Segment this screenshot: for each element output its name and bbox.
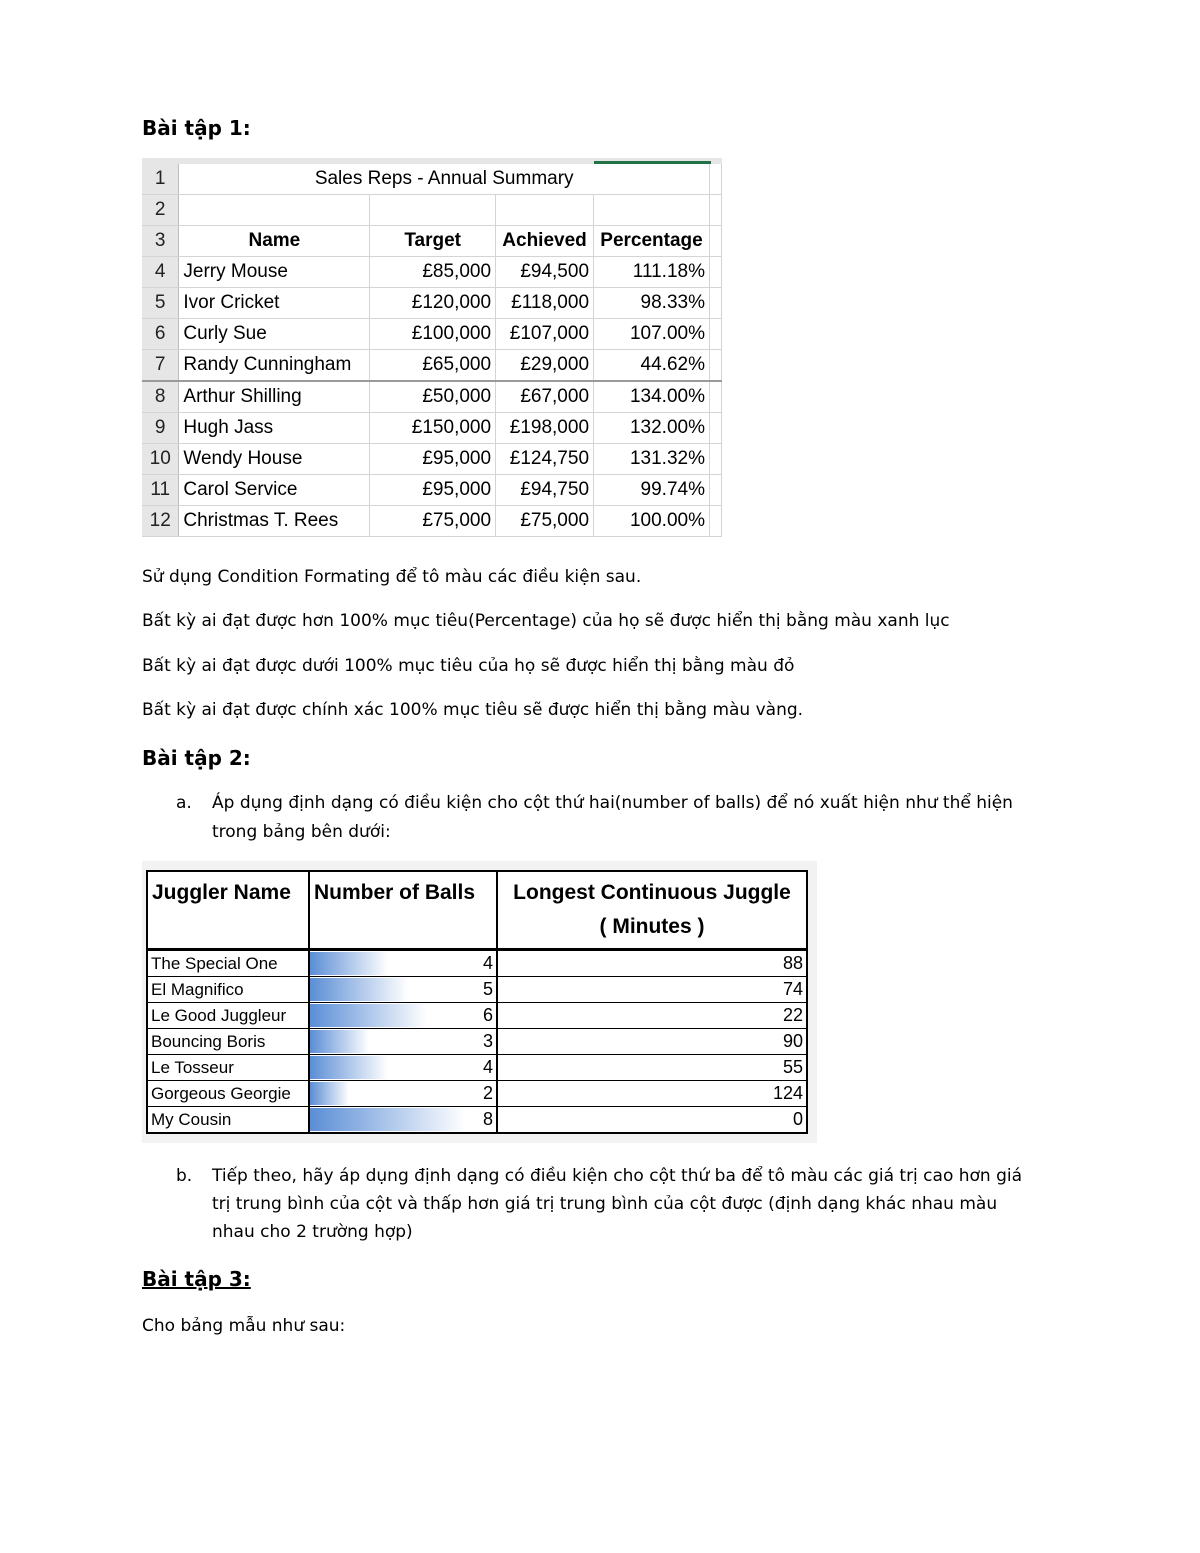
cell-juggler-name: My Cousin xyxy=(147,1107,309,1134)
cell-name: Hugh Jass xyxy=(179,413,370,444)
juggler-row xyxy=(147,950,807,977)
cell-target: £150,000 xyxy=(370,413,496,444)
sheet-data-row xyxy=(142,257,722,288)
empty-cell xyxy=(709,288,721,319)
cell-name: Randy Cunningham xyxy=(179,350,370,382)
header-achieved: Achieved xyxy=(496,226,594,257)
cell-target: £85,000 xyxy=(370,257,496,288)
ex1-rule-green: Bất kỳ ai đạt được hơn 100% mục tiêu(Percentage) của họ sẽ được hiển thị bằng màu xanh lục xyxy=(142,611,950,631)
balls-value: 4 xyxy=(482,1057,493,1077)
ex1-instruction: Sử dụng Condition Formating để tô màu các điều kiện sau. xyxy=(142,567,642,587)
cell-percentage: 111.18% xyxy=(594,257,710,288)
empty-cell xyxy=(594,195,710,226)
empty-cell xyxy=(709,350,721,382)
cell-juggler-name: Le Tosseur xyxy=(147,1055,309,1081)
sheet-data-row xyxy=(142,350,722,382)
juggler-row xyxy=(147,977,807,1003)
cell-achieved: £94,500 xyxy=(496,257,594,288)
cell-longest-juggle: 90 xyxy=(497,1029,807,1055)
ex3-instruction: Cho bảng mẫu như sau: xyxy=(142,1316,346,1336)
cell-number-of-balls xyxy=(309,1081,497,1107)
cell-percentage: 131.32% xyxy=(594,444,710,475)
header-name: Name xyxy=(179,226,370,257)
empty-cell xyxy=(179,195,370,226)
sheet-data-row xyxy=(142,413,722,444)
sheet-data-row xyxy=(142,319,722,350)
cell-number-of-balls xyxy=(309,950,497,977)
header-target: Target xyxy=(370,226,496,257)
data-bar xyxy=(310,978,408,1001)
row-number: 4 xyxy=(142,257,179,288)
header-number-of-balls: Number of Balls xyxy=(309,871,497,950)
cell-name: Jerry Mouse xyxy=(179,257,370,288)
row-number: 7 xyxy=(142,350,179,382)
cell-achieved: £118,000 xyxy=(496,288,594,319)
data-bar xyxy=(310,1082,349,1105)
ex1-rule-yellow: Bất kỳ ai đạt được chính xác 100% mục tiêu sẽ được hiển thị bằng màu vàng. xyxy=(142,700,804,720)
empty-cell xyxy=(709,226,721,257)
row-number: 11 xyxy=(142,475,179,506)
empty-cell xyxy=(709,444,721,475)
data-bar xyxy=(310,1108,466,1131)
row-number: 10 xyxy=(142,444,179,475)
sheet-data-row xyxy=(142,381,722,413)
cell-percentage: 134.00% xyxy=(594,381,710,413)
sheet-header-row xyxy=(142,226,722,257)
cell-longest-juggle: 22 xyxy=(497,1003,807,1029)
row-number: 6 xyxy=(142,319,179,350)
sheet-data-row xyxy=(142,288,722,319)
cell-number-of-balls xyxy=(309,1107,497,1134)
cell-number-of-balls xyxy=(309,1003,497,1029)
ex2-a-line1: Áp dụng định dạng có điều kiện cho cột thứ hai(number of balls) để nó xuất hiện như thể hiện xyxy=(212,793,1013,813)
empty-cell xyxy=(709,319,721,350)
cell-name: Carol Service xyxy=(179,475,370,506)
row-number: 5 xyxy=(142,288,179,319)
cell-percentage: 44.62% xyxy=(594,350,710,382)
empty-cell xyxy=(709,475,721,506)
balls-value: 3 xyxy=(482,1031,493,1051)
row-number: 9 xyxy=(142,413,179,444)
cell-achieved: £198,000 xyxy=(496,413,594,444)
ex3-heading: Bài tập 3: xyxy=(142,1267,251,1291)
cell-percentage: 98.33% xyxy=(594,288,710,319)
data-bar xyxy=(310,1030,369,1053)
juggler-row xyxy=(147,1081,807,1107)
cell-name: Ivor Cricket xyxy=(179,288,370,319)
ex2-heading: Bài tập 2: xyxy=(142,746,251,770)
cell-longest-juggle: 0 xyxy=(497,1107,807,1134)
cell-achieved: £107,000 xyxy=(496,319,594,350)
cell-number-of-balls xyxy=(309,1029,497,1055)
cell-juggler-name: Le Good Juggleur xyxy=(147,1003,309,1029)
ex2-b-line1: Tiếp theo, hãy áp dụng định dạng có điều kiện cho cột thứ ba để tô màu các giá trị cao hơn giá xyxy=(212,1166,1023,1186)
sheet-data-row xyxy=(142,444,722,475)
cell-juggler-name: The Special One xyxy=(147,950,309,977)
cell-target: £100,000 xyxy=(370,319,496,350)
cell-name: Arthur Shilling xyxy=(179,381,370,413)
cell-name: Christmas T. Rees xyxy=(179,506,370,537)
cell-percentage: 99.74% xyxy=(594,475,710,506)
juggler-row xyxy=(147,1003,807,1029)
cell-achieved: £75,000 xyxy=(496,506,594,537)
row-number: 12 xyxy=(142,506,179,537)
data-bar xyxy=(310,1004,427,1027)
juggler-row xyxy=(147,1107,807,1134)
cell-juggler-name: Gorgeous Georgie xyxy=(147,1081,309,1107)
row-number: 2 xyxy=(142,195,179,226)
cell-target: £95,000 xyxy=(370,475,496,506)
data-bar xyxy=(310,952,388,975)
sales-reps-spreadsheet-image xyxy=(142,158,722,544)
sales-reps-table xyxy=(142,164,722,537)
ex2-b-marker: b. xyxy=(176,1166,193,1186)
juggler-table xyxy=(146,870,808,1134)
sheet-data-row xyxy=(142,506,722,537)
cell-longest-juggle: 88 xyxy=(497,950,807,977)
juggler-table-image xyxy=(142,861,817,1143)
sheet-title: Sales Reps - Annual Summary xyxy=(179,164,710,195)
cell-juggler-name: Bouncing Boris xyxy=(147,1029,309,1055)
empty-cell xyxy=(709,506,721,537)
header-longest-juggle xyxy=(497,871,807,950)
row-number: 3 xyxy=(142,226,179,257)
header-longest-juggle-line2: ( Minutes ) xyxy=(599,915,705,938)
ex1-rule-red: Bất kỳ ai đạt được dưới 100% mục tiêu của họ sẽ được hiển thị bằng màu đỏ xyxy=(142,656,795,676)
empty-cell xyxy=(709,257,721,288)
sheet-row xyxy=(142,195,722,226)
balls-value: 6 xyxy=(482,1005,493,1025)
juggler-row xyxy=(147,1029,807,1055)
cell-percentage: 107.00% xyxy=(594,319,710,350)
cell-name: Curly Sue xyxy=(179,319,370,350)
cell-juggler-name: El Magnifico xyxy=(147,977,309,1003)
cell-target: £50,000 xyxy=(370,381,496,413)
cell-target: £65,000 xyxy=(370,350,496,382)
juggler-row xyxy=(147,1055,807,1081)
ex2-b-line2: trị trung bình của cột và thấp hơn giá trị trung bình của cột được (định dạng khác nhau màu xyxy=(212,1194,998,1214)
cell-longest-juggle: 74 xyxy=(497,977,807,1003)
empty-cell xyxy=(709,164,721,195)
cell-name: Wendy House xyxy=(179,444,370,475)
cell-percentage: 100.00% xyxy=(594,506,710,537)
empty-cell xyxy=(709,413,721,444)
empty-cell xyxy=(370,195,496,226)
cell-target: £120,000 xyxy=(370,288,496,319)
row-number: 8 xyxy=(142,381,179,413)
cell-achieved: £124,750 xyxy=(496,444,594,475)
cell-number-of-balls xyxy=(309,1055,497,1081)
sheet-data-row xyxy=(142,475,722,506)
header-percentage: Percentage xyxy=(594,226,710,257)
data-bar xyxy=(310,1056,388,1079)
cell-target: £75,000 xyxy=(370,506,496,537)
balls-value: 8 xyxy=(482,1109,493,1129)
empty-cell xyxy=(709,381,721,413)
balls-value: 4 xyxy=(482,953,493,973)
ex2-a-line2: trong bảng bên dưới: xyxy=(212,822,391,842)
empty-cell xyxy=(709,195,721,226)
cell-percentage: 132.00% xyxy=(594,413,710,444)
cell-longest-juggle: 124 xyxy=(497,1081,807,1107)
balls-value: 5 xyxy=(482,979,493,999)
juggler-header-row xyxy=(147,871,807,950)
empty-cell xyxy=(496,195,594,226)
ex1-heading: Bài tập 1: xyxy=(142,116,251,140)
cell-target: £95,000 xyxy=(370,444,496,475)
header-longest-juggle-line1: Longest Continuous Juggle xyxy=(513,881,791,904)
header-juggler-name: Juggler Name xyxy=(147,871,309,950)
sheet-row xyxy=(142,164,722,195)
cell-achieved: £29,000 xyxy=(496,350,594,382)
balls-value: 2 xyxy=(482,1083,493,1103)
ex2-b-line3: nhau cho 2 trường hợp) xyxy=(212,1222,413,1242)
cell-number-of-balls xyxy=(309,977,497,1003)
ex2-a-marker: a. xyxy=(176,793,192,813)
cell-longest-juggle: 55 xyxy=(497,1055,807,1081)
cell-achieved: £94,750 xyxy=(496,475,594,506)
row-number: 1 xyxy=(142,164,179,195)
cell-achieved: £67,000 xyxy=(496,381,594,413)
